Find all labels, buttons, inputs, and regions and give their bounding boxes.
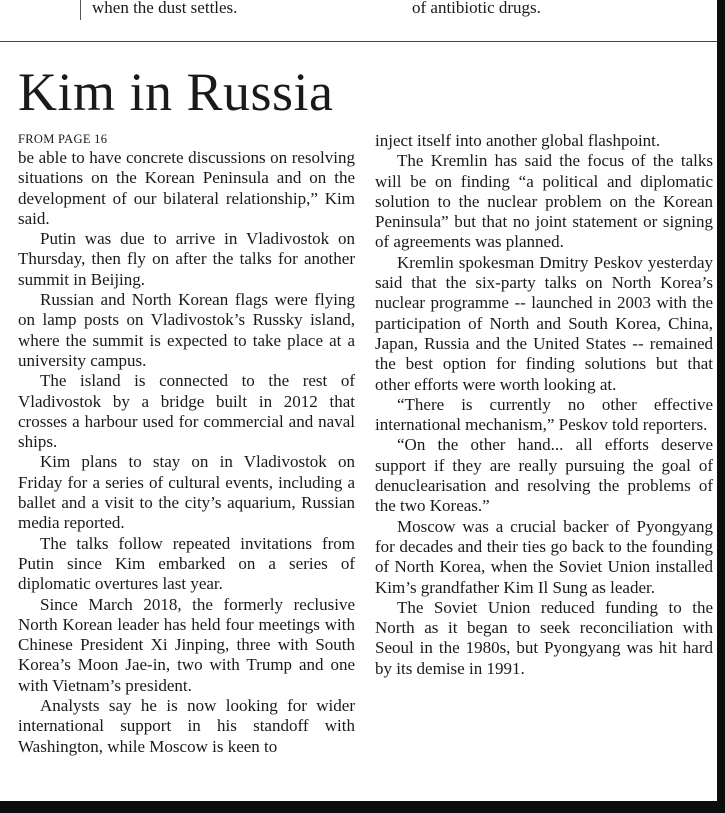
article-paragraph: Since March 2018, the formerly reclusive North Korean leader has held four meetings with Chinese President Xi Jinping, three with South Korea’s Moon Jae-in, two with Trump and one with Vietnam’s president. (18, 594, 355, 695)
article-paragraph: Moscow was a crucial backer of Pyongyang for decades and their ties go back to the founding of North Korea, when the Soviet Union installed Kim’s grandfather Kim Il Sung as leader. (375, 516, 713, 597)
article-paragraph: The island is connected to the rest of Vladivostok by a bridge built in 2012 that crosses a harbour used for commercial and naval ships. (18, 371, 355, 452)
article-paragraph: Putin was due to arrive in Vladivostok on Thursday, then fly on after the talks for another summit in Beijing. (18, 229, 355, 289)
article-paragraph: “There is currently no other effective international mechanism,” Peskov told reporters. (375, 394, 713, 435)
previous-article-strip (0, 0, 717, 42)
previous-article-fragment-right: of antibiotic drugs. (412, 0, 541, 17)
article-paragraph: Kremlin spokesman Dmitry Peskov yesterday said that the six-party talks on North Korea’s nuclear programme -- launched in 2003 with the participation of North and South Korea, China, Japan, Russia and the United States -- remained the best option for finding solutions but that other efforts were worth looking at. (375, 252, 713, 394)
column-divider (80, 0, 81, 20)
article-paragraph: Kim plans to stay on in Vladivostok on Friday for a series of cultural events, including a ballet and a visit to the city’s aquarium, Russian media reported. (18, 452, 355, 533)
article-column-right (375, 131, 713, 679)
article-paragraph: The Soviet Union reduced funding to the North as it began to seek reconciliation with Seoul in the 1980s, but Pyongyang was hit hard by its demise in 1991. (375, 597, 713, 678)
scan-border-bottom (0, 801, 725, 813)
article-paragraph: Analysts say he is now looking for wider international support in his standoff with Washington, while Moscow is keen to (18, 696, 355, 756)
article-column-left (18, 131, 355, 757)
previous-article-fragment-left: when the dust settles. (92, 0, 238, 17)
scan-border-right (717, 0, 725, 813)
article-headline: Kim in Russia (18, 62, 334, 122)
article-paragraph: The Kremlin has said the focus of the talks will be on finding “a political and diplomatic solution to the nuclear problem on the Korean Peninsula” but that no joint statement or signing of agreements was planned. (375, 151, 713, 252)
article-paragraph: The talks follow repeated invitations from Putin since Kim embarked on a series of diplomatic overtures last year. (18, 533, 355, 594)
continued-from-label: FROM PAGE 16 (18, 132, 108, 146)
article-paragraph: Russian and North Korean flags were flying on lamp posts on Vladivostok’s Russky island, where the summit is expected to take place at a university campus. (18, 290, 355, 370)
article-paragraph: “On the other hand... all efforts deserve support if they are really pursuing the goal of denuclearisation and resolving the problems of the two Koreas.” (375, 435, 713, 516)
article-paragraph: inject itself into another global flashpoint. (375, 131, 661, 150)
article-paragraph: be able to have concrete discussions on resolving situations on the Korean Peninsula and on the development of our bilateral relationship,” Kim said. (18, 148, 355, 228)
